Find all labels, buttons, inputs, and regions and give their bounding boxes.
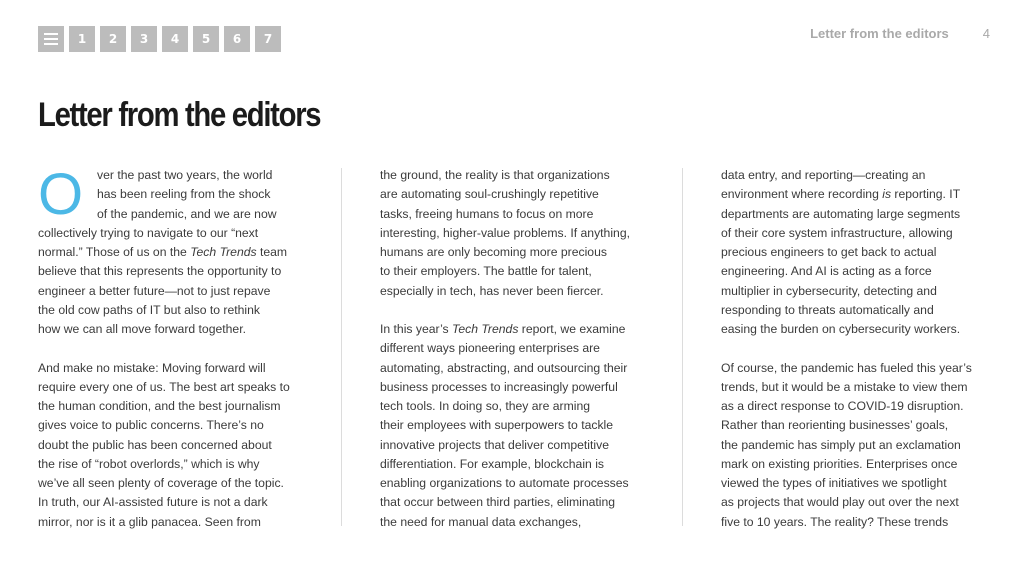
page-navigation (38, 26, 281, 52)
text-line: automating, abstracting, and outsourcing their (380, 360, 628, 375)
text-line: environment where recording is reporting. IT (721, 187, 961, 202)
emphasis: is (882, 187, 892, 202)
paragraph (380, 166, 648, 301)
text-line: interesting, higher-value problems. If anything, (380, 225, 630, 240)
text-line: engineering. And AI is acting as a force (721, 264, 932, 279)
page-title: Letter from the editors (38, 96, 321, 134)
publication-name: Tech Trends (190, 245, 257, 259)
menu-button[interactable] (38, 26, 64, 52)
text-line: their employees with superpowers to tackle (380, 418, 614, 433)
text-line: the rise of “robot overlords,” which is why (38, 456, 260, 471)
paragraph (721, 359, 991, 532)
text-line: tech tools. In doing so, they are arming (380, 399, 591, 413)
text-line: especially in tech, has never been fiercer. (380, 283, 604, 298)
text-line: to their employers. The battle for talent, (380, 264, 592, 279)
text-line: Of course, the pandemic has fueled this year’s (721, 360, 972, 375)
text-line: how we can all move forward together. (38, 322, 246, 336)
text-line: five to 10 years. The reality? These trends (721, 514, 949, 529)
text-line: collectively trying to navigate to our “next (38, 225, 259, 240)
page-3-button[interactable]: 3 (131, 26, 157, 52)
text-line: Rather than reorienting businesses’ goals, (721, 418, 949, 433)
text-line: In this year’s Tech Trends report, we examine (380, 322, 626, 336)
text-line: believe that this represents the opportunity to (38, 264, 282, 279)
text-line: tasks, freeing humans to focus on more (380, 206, 594, 221)
text-line: as a direct response to COVID-19 disruption. (721, 399, 964, 413)
page-4-button[interactable]: 4 (162, 26, 188, 52)
running-header (810, 26, 990, 41)
paragraph (380, 320, 648, 532)
paragraph (38, 359, 308, 532)
text-line: doubt the public has been concerned about (38, 437, 272, 452)
paragraph (38, 162, 308, 339)
text-line: the ground, the reality is that organizations (380, 168, 610, 182)
text-line: multiplier in cybersecurity, detecting and (721, 283, 937, 298)
hamburger-menu-icon (44, 33, 58, 45)
section-title: Letter from the editors (810, 26, 949, 41)
page-2-button[interactable]: 2 (100, 26, 126, 52)
text-line: differentiation. For example, blockchain is (380, 456, 605, 471)
text-line: as projects that would play out over the next (721, 495, 959, 510)
text-line: responding to threats automatically and (721, 302, 934, 317)
text-line: precious engineers to get back to actual (721, 245, 937, 259)
page-number: 4 (982, 26, 990, 41)
text-column-3 (721, 166, 991, 551)
text-column-1 (38, 162, 308, 551)
text-line: mark on existing priorities. Enterprises once (721, 456, 958, 471)
text-line: In truth, our AI-assisted future is not a dark (38, 495, 268, 510)
text-line: the old cow paths of IT but also to rethink (38, 302, 260, 317)
text-line: normal.” Those of us on the Tech Trends team (38, 245, 288, 259)
text-line: the need for manual data exchanges, (380, 514, 582, 529)
column-divider (341, 168, 342, 526)
text-line: humans are only becoming more precious (380, 245, 607, 259)
text-line: of the pandemic, and we are now (97, 206, 277, 221)
page-7-button[interactable]: 7 (255, 26, 281, 52)
text-line: that occur between third parties, eliminating (380, 495, 616, 510)
text-line: of their core system infrastructure, allowing (721, 225, 953, 240)
text-line: trends, but it would be a mistake to view them (721, 379, 968, 394)
publication-name: Tech Trends (452, 322, 519, 336)
text-line: the human condition, and the best journalism (38, 399, 281, 413)
text-line: And make no mistake: Moving forward will (38, 360, 266, 375)
page-6-button[interactable]: 6 (224, 26, 250, 52)
text-line: are automating soul-crushingly repetitive (380, 187, 599, 202)
page-1-button[interactable]: 1 (69, 26, 95, 52)
page-5-button[interactable]: 5 (193, 26, 219, 52)
text-line: easing the burden on cybersecurity workers. (721, 322, 961, 336)
text-line: the pandemic has simply put an exclamation (721, 437, 961, 452)
text-line: business processes to increasingly powerful (380, 379, 618, 394)
drop-cap: O (38, 162, 84, 227)
text-column-2 (380, 166, 648, 551)
text-line: has been reeling from the shock (97, 187, 271, 202)
text-line: viewed the types of initiatives we spotlight (721, 476, 947, 490)
column-divider (682, 168, 683, 526)
text-line: departments are automating large segments (721, 206, 961, 221)
text-line: data entry, and reporting—creating an (721, 168, 926, 182)
text-line: require every one of us. The best art speaks to (38, 379, 290, 394)
text-line: gives voice to public concerns. There’s no (38, 418, 264, 433)
text-line: innovative projects that deliver competitive (380, 437, 609, 452)
text-line: ver the past two years, the world (97, 168, 273, 182)
text-line: enabling organizations to automate processes (380, 476, 629, 490)
paragraph (721, 166, 991, 339)
text-line: different ways pioneering enterprises are (380, 341, 600, 356)
text-line: engineer a better future—not to just repave (38, 283, 271, 298)
text-line: we’ve all seen plenty of coverage of the topic. (38, 476, 284, 490)
text-line: mirror, nor is it a glib panacea. Seen from (38, 514, 261, 529)
